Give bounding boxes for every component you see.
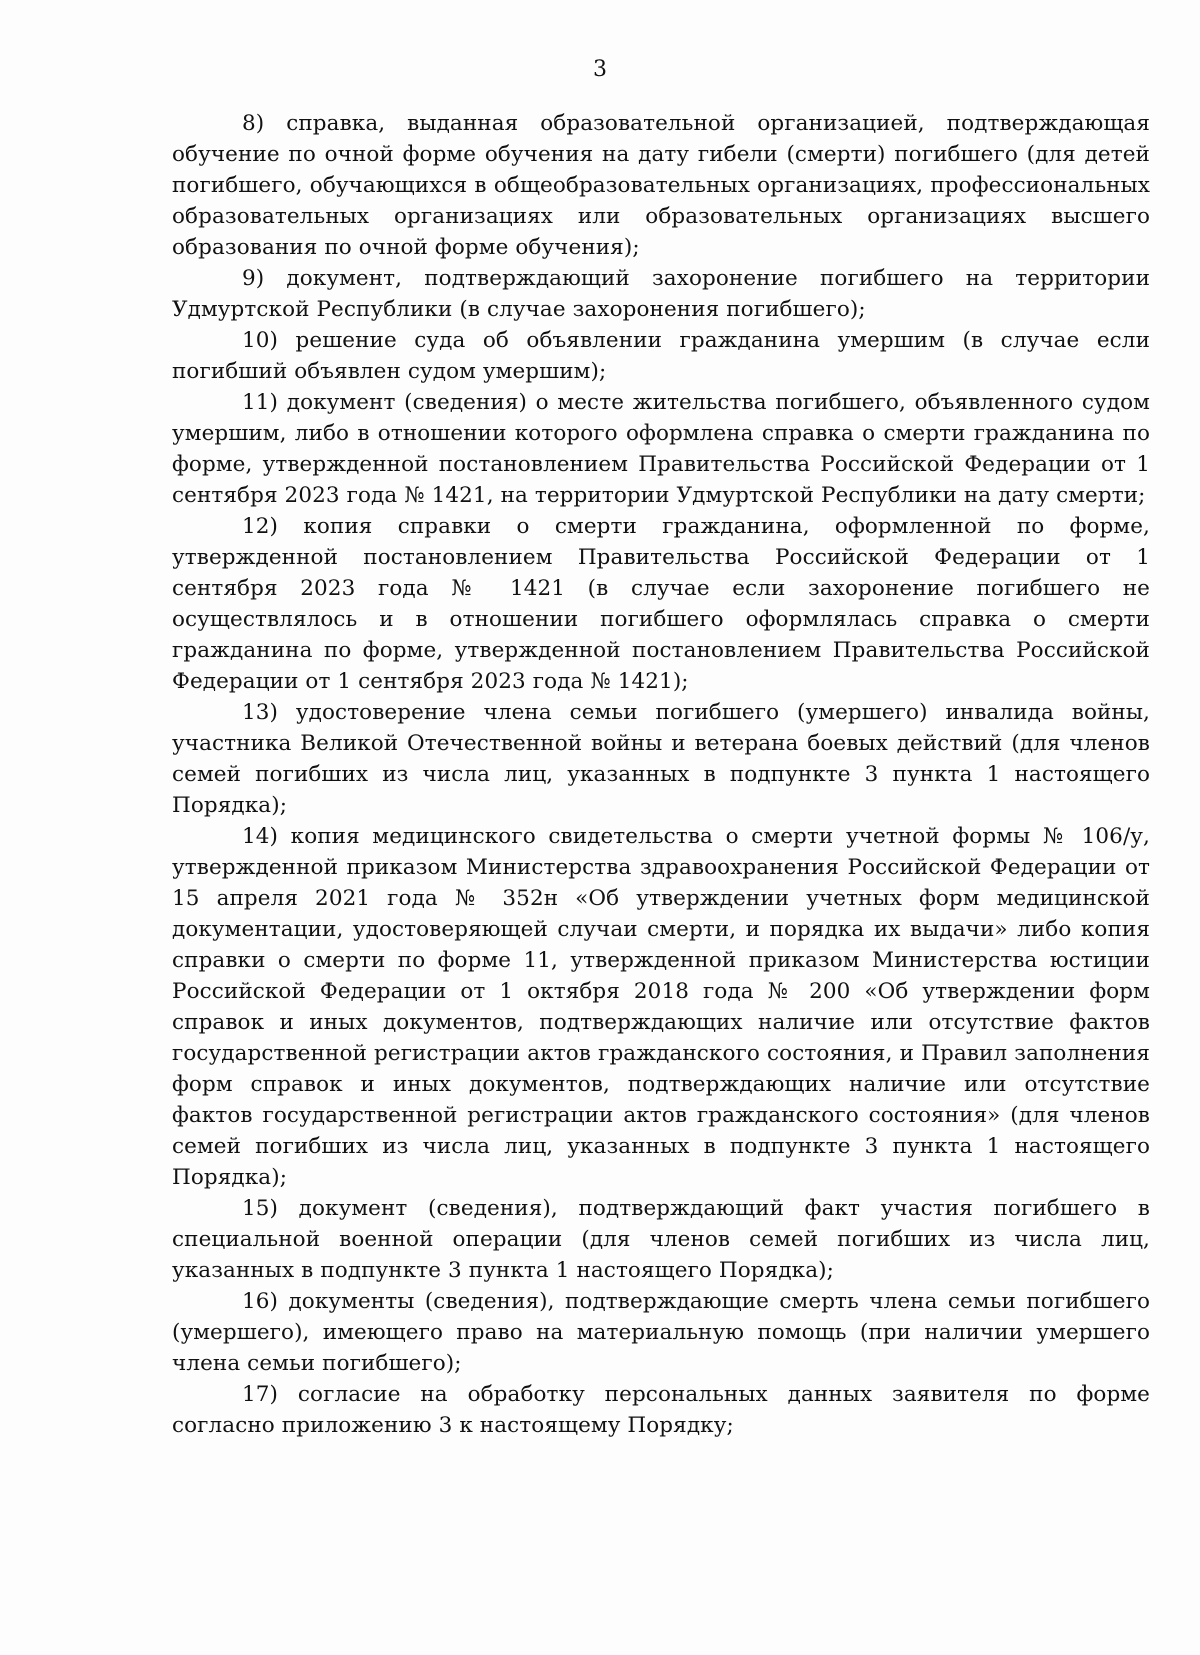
list-item-12: 12) копия справки о смерти гражданина, оформленной по форме, утвержденной постановлением Правительства Российской Федерации от 1 сентября 2023 года № 1421 (в случае если захоронение погибшего не осуществлялось и в отношении погибшего оформлялась справка о смерти гражданина по форме, утвержденной постановлением Правительства Российской Федерации от 1 сентября 2023 года № 1421); [172,514,1150,694]
list-item-8: 8) справка, выданная образовательной организацией, подтверждающая обучение по очной форме обучения на дату гибели (смерти) погибшего (для детей погибшего, обучающихся в общеобразовательных организациях, профессиональных образовательных организациях или образовательных организациях высшего образования по очной форме обучения); [172,111,1150,260]
list-item-9: 9) документ, подтверждающий захоронение погибшего на территории Удмуртской Республики (в случае захоронения погибшего); [172,266,1150,322]
list-item-15: 15) документ (сведения), подтверждающий факт участия погибшего в специальной военной операции (для членов семей погибших из числа лиц, указанных в подпункте 3 пункта 1 настоящего Порядка); [172,1196,1150,1283]
list-item-17: 17) согласие на обработку персональных данных заявителя по форме согласно приложению 3 к настоящему Порядку; [172,1382,1150,1438]
list-item-16: 16) документы (сведения), подтверждающие смерть члена семьи погибшего (умершего), имеющего право на материальную помощь (при наличии умершего члена семьи погибшего); [172,1289,1150,1376]
list-item-10: 10) решение суда об объявлении гражданина умершим (в случае если погибший объявлен судом умершим); [172,328,1150,384]
list-item-13: 13) удостоверение члена семьи погибшего (умершего) инвалида войны, участника Великой Отечественной войны и ветерана боевых действий (для членов семей погибших из числа лиц, указанных в подпункте 3 пункта 1 настоящего Порядка); [172,700,1150,818]
list-item-14: 14) копия медицинского свидетельства о смерти учетной формы № 106/у, утвержденной приказом Министерства здравоохранения Российской Федерации от 15 апреля 2021 года № 352н «Об утверждении учетных форм медицинской документации, удостоверяющей случаи смерти, и порядка их выдачи» либо копия справки о смерти по форме 11, утвержденной приказом Министерства юстиции Российской Федерации от 1 октября 2018 года № 200 «Об утверждении форм справок и иных документов, подтверждающих наличие или отсутствие фактов государственной регистрации актов гражданского состояния, и Правил заполнения форм справок и иных документов, подтверждающих наличие или отсутствие фактов государственной регистрации актов гражданского состояния» (для членов семей погибших из числа лиц, указанных в подпункте 3 пункта 1 настоящего Порядка); [172,824,1150,1190]
list-item-11: 11) документ (сведения) о месте жительства погибшего, объявленного судом умершим, либо в отношении которого оформлена справка о смерти гражданина по форме, утвержденной постановлением Правительства Российской Федерации от 1 сентября 2023 года № 1421, на территории Удмуртской Республики на дату смерти; [172,390,1150,508]
document-body [172,108,1150,1441]
page-number: 3 [593,57,607,82]
